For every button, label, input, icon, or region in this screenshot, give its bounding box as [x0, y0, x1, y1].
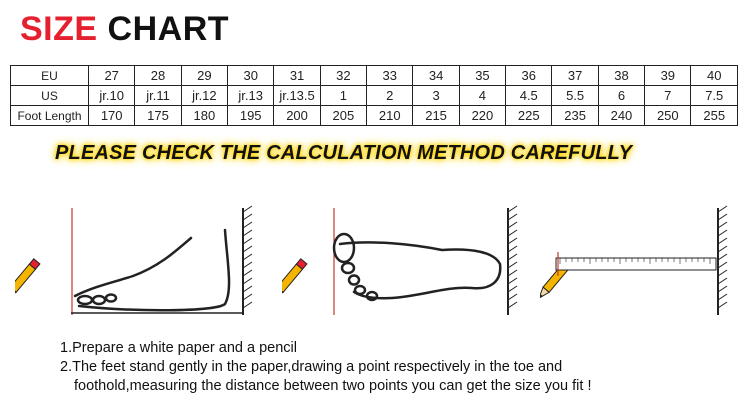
- table-cell: 33: [367, 66, 413, 86]
- ruler-illustration: [556, 258, 716, 270]
- table-row: [11, 86, 738, 106]
- table-cell: jr.13.5: [274, 86, 320, 106]
- table-cell: 240: [598, 106, 644, 126]
- size-chart-table: [10, 65, 738, 126]
- table-cell: 210: [367, 106, 413, 126]
- ruler-figure: [540, 200, 745, 320]
- foot-side-illustration: [75, 230, 229, 310]
- title-rest: CHART: [107, 10, 230, 48]
- wall-illustration: [718, 206, 727, 315]
- table-cell: 4.5: [506, 86, 552, 106]
- table-cell: 31: [274, 66, 320, 86]
- table-cell: 235: [552, 106, 598, 126]
- table-cell: 255: [691, 106, 738, 126]
- table-cell: 36: [506, 66, 552, 86]
- wall-illustration: [243, 206, 252, 315]
- table-cell: 7: [645, 86, 691, 106]
- table-cell: jr.13: [228, 86, 274, 106]
- row-label: EU: [11, 66, 89, 86]
- table-cell: 2: [367, 86, 413, 106]
- row-label: US: [11, 86, 89, 106]
- table-cell: 7.5: [691, 86, 738, 106]
- table-cell: 215: [413, 106, 459, 126]
- table-cell: jr.12: [181, 86, 227, 106]
- table-row: [11, 66, 738, 86]
- table-cell: 40: [691, 66, 738, 86]
- pencil-icon: [282, 259, 307, 301]
- foot-side-figure: [15, 200, 255, 320]
- table-cell: 3: [413, 86, 459, 106]
- instruction-step-1: 1.Prepare a white paper and a pencil: [60, 340, 297, 356]
- table-cell: jr.11: [135, 86, 181, 106]
- table-row: [11, 106, 738, 126]
- table-cell: 5.5: [552, 86, 598, 106]
- table-cell: 37: [552, 66, 598, 86]
- table-cell: 29: [181, 66, 227, 86]
- table-cell: 205: [320, 106, 366, 126]
- table-cell: 220: [459, 106, 505, 126]
- table-cell: 195: [228, 106, 274, 126]
- wall-illustration: [508, 206, 517, 315]
- title-accent: SIZE: [20, 10, 98, 48]
- foot-top-illustration: [334, 234, 500, 300]
- table-cell: 38: [598, 66, 644, 86]
- table-cell: 225: [506, 106, 552, 126]
- instruction-step-2: 2.The feet stand gently in the paper,drawing a point respectively in the toe and: [60, 359, 563, 375]
- table-cell: 170: [89, 106, 135, 126]
- table-cell: 32: [320, 66, 366, 86]
- table-cell: 6: [598, 86, 644, 106]
- instruction-step-2-continued: foothold,measuring the distance between two points you can get the size you fit !: [74, 378, 592, 394]
- table-cell: jr.10: [89, 86, 135, 106]
- table-cell: 27: [89, 66, 135, 86]
- page-title: [20, 10, 229, 49]
- table-cell: 4: [459, 86, 505, 106]
- foot-top-figure: [282, 200, 522, 320]
- banner-heading: PLEASE CHECK THE CALCULATION METHOD CAREFULLY: [55, 142, 633, 164]
- table-cell: 34: [413, 66, 459, 86]
- row-label: Foot Length: [11, 106, 89, 126]
- table-cell: 28: [135, 66, 181, 86]
- table-cell: 200: [274, 106, 320, 126]
- table-cell: 39: [645, 66, 691, 86]
- pencil-icon: [15, 259, 40, 301]
- table-cell: 250: [645, 106, 691, 126]
- table-cell: 180: [181, 106, 227, 126]
- table-cell: 30: [228, 66, 274, 86]
- table-cell: 175: [135, 106, 181, 126]
- table-cell: 1: [320, 86, 366, 106]
- table-cell: 35: [459, 66, 505, 86]
